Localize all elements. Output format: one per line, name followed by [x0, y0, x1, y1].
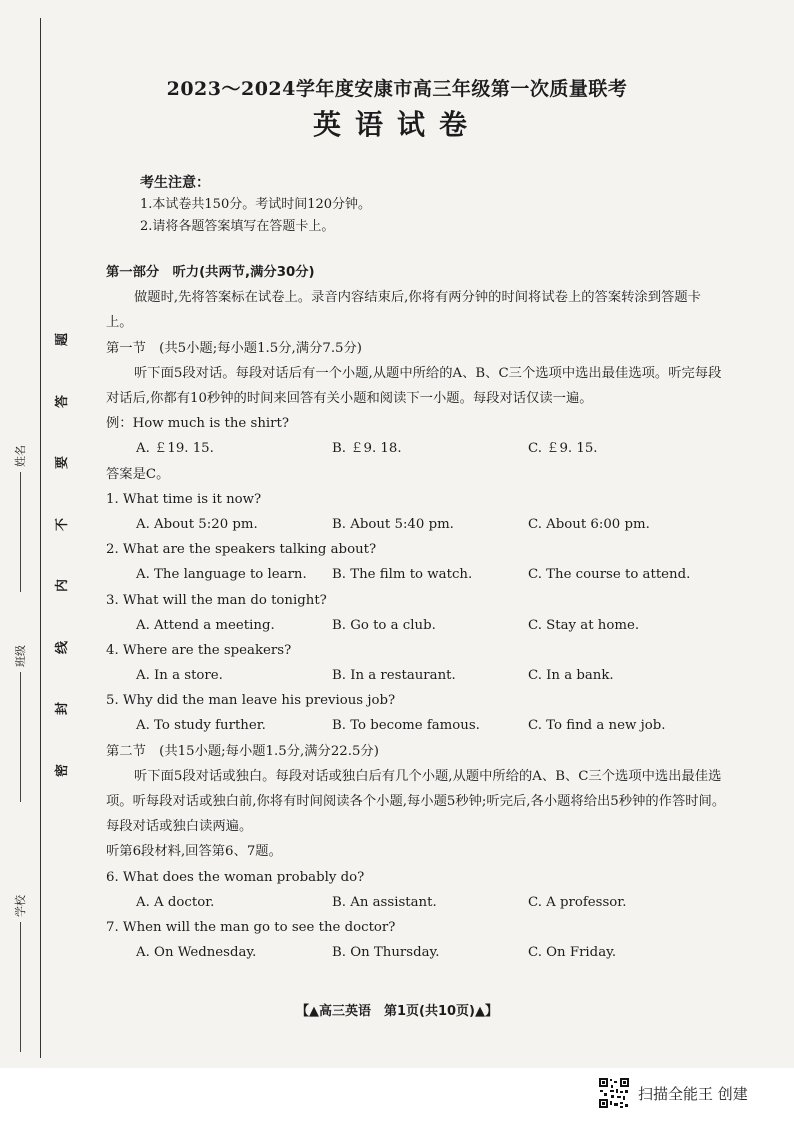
- option-b: B. An assistant.: [332, 894, 437, 910]
- question-4-options: [106, 663, 726, 688]
- notice-item: 1.本试卷共150分。考试时间120分钟。: [140, 197, 372, 212]
- question-7-options: [106, 940, 726, 965]
- class-field-label: 班级: [14, 645, 27, 667]
- seal-char: 内: [55, 579, 71, 593]
- question-2-options: [106, 562, 726, 587]
- section1-intro: 听下面5段对话。每段对话后有一个小题,从题中所给的A、B、C三个选项中选出最佳选项。听完每段对话后,你都有10秒钟的时间来回答有关小题和阅读下一小题。每段对话仅读一遍。: [106, 365, 722, 406]
- option-c: C. The course to attend.: [528, 567, 691, 583]
- example-answer: 答案是C。: [106, 466, 170, 482]
- notice-title: 考生注意：: [140, 175, 210, 191]
- example-question: 例：How much is the shirt?: [106, 416, 289, 432]
- binding-line: [40, 18, 41, 1058]
- question-1: 1. What time is it now?: [106, 491, 262, 507]
- notice-item: 2.请将各题答案填写在答题卡上。: [140, 219, 335, 234]
- option-c: C. About 6:00 pm.: [528, 516, 650, 532]
- scanner-watermark: [598, 1076, 748, 1110]
- option-a: A. On Wednesday.: [136, 945, 257, 961]
- option-b: B. To become famous.: [332, 718, 480, 734]
- option-b: B. On Thursday.: [332, 945, 440, 961]
- seal-line-text: [48, 330, 74, 780]
- option-c: C. On Friday.: [528, 945, 617, 961]
- seal-char: 题: [55, 332, 71, 347]
- part1-intro: 做题时,先将答案标在试卷上。录音内容结束后,你将有两分钟的时间将试卷上的答案转涂到答题卡上。: [106, 290, 701, 331]
- seal-char: 密: [55, 763, 71, 777]
- question-7: 7. When will the man go to see the doctor?: [106, 919, 396, 935]
- question-2: 2. What are the speakers talking about?: [106, 542, 377, 558]
- name-field: [8, 440, 32, 592]
- exam-subject: 英语试卷: [312, 108, 481, 141]
- option-c: C. A professor.: [528, 894, 627, 910]
- seal-char: 不: [55, 517, 71, 531]
- seal-char: 封: [55, 702, 71, 716]
- school-field-label: 学校: [14, 895, 27, 917]
- question-1-options: [106, 512, 726, 537]
- option-a: A. To study further.: [136, 718, 266, 734]
- option-b: B. In a restaurant.: [332, 668, 456, 684]
- option-c: C. ￡9. 15.: [528, 441, 598, 457]
- class-field: [8, 640, 32, 802]
- option-a: A. About 5:20 pm.: [136, 516, 258, 532]
- option-a: A. The language to learn.: [136, 567, 307, 583]
- option-a: A. Attend a meeting.: [136, 617, 275, 633]
- option-b: B. About 5:40 pm.: [332, 516, 454, 532]
- name-blank: [20, 472, 21, 592]
- option-a: A. In a store.: [136, 668, 223, 684]
- question-6-options: [106, 890, 726, 915]
- scanner-brand-text: 扫描全能王 创建: [638, 1084, 748, 1103]
- part1-title: 第一部分 听力(共两节,满分30分): [106, 265, 315, 280]
- question-3-options: [106, 613, 726, 638]
- seal-char: 答: [55, 394, 71, 408]
- option-b: B. Go to a club.: [332, 617, 436, 633]
- material-instruction: 听第6段材料,回答第6、7题。: [106, 844, 282, 860]
- school-field: [8, 890, 32, 1052]
- candidate-notice: [140, 172, 371, 238]
- page-footer: 【▲高三英语 第1页(共10页)▲】: [295, 1004, 498, 1019]
- option-c: C. To find a new job.: [528, 718, 666, 734]
- question-6: 6. What does the woman probably do?: [106, 869, 365, 885]
- question-5: 5. Why did the man leave his previous job?: [106, 693, 396, 709]
- option-b: B. ￡9. 18.: [332, 441, 402, 457]
- section2-intro: 听下面5段对话或独白。每段对话或独白后有几个小题,从题中所给的A、B、C三个选项中选出最佳选项。听每段对话或独白前,你将有时间阅读各个小题,每小题5秒钟;听完后,各小题将给出5秒钟的作答时间。每段对话或独白读两遍。: [106, 768, 726, 835]
- option-a: A. A doctor.: [136, 894, 215, 910]
- qr-code-icon: [598, 1077, 630, 1109]
- exam-title: 2023～2024学年度安康市高三年级第一次质量联考: [166, 78, 628, 100]
- question-3: 3. What will the man do tonight?: [106, 592, 327, 608]
- example-options: [106, 436, 726, 461]
- class-blank: [20, 672, 21, 802]
- exam-body: [106, 260, 726, 965]
- option-a: A. ￡19. 15.: [136, 441, 214, 457]
- option-b: B. The film to watch.: [332, 567, 473, 583]
- option-c: C. In a bank.: [528, 668, 614, 684]
- seal-char: 线: [55, 640, 71, 654]
- section2-title: 第二节 (共15小题;每小题1.5分,满分22.5分): [106, 743, 379, 759]
- seal-char: 要: [55, 456, 71, 470]
- school-blank: [20, 922, 21, 1052]
- question-4: 4. Where are the speakers?: [106, 642, 292, 658]
- question-5-options: [106, 713, 726, 738]
- name-field-label: 姓名: [14, 445, 27, 467]
- option-c: C. Stay at home.: [528, 617, 640, 633]
- section1-title: 第一节 (共5小题;每小题1.5分,满分7.5分): [106, 340, 362, 356]
